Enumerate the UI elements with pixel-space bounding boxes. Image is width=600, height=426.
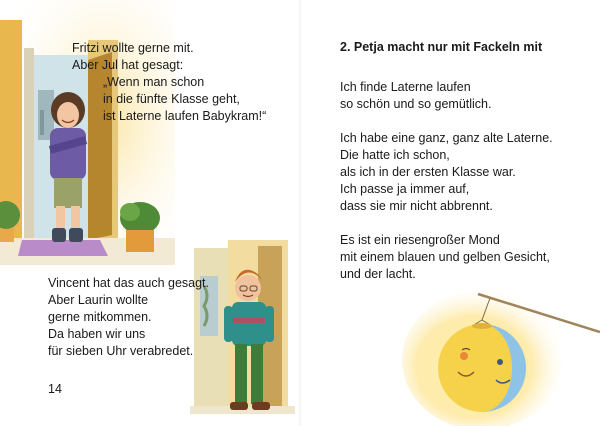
text-line: für sieben Uhr verabredet.	[48, 344, 194, 358]
page-number: 14	[48, 382, 62, 396]
text-line: mit einem blauen und gelben Gesicht,	[340, 250, 550, 264]
text-line: als ich in der ersten Klasse war.	[340, 165, 516, 179]
text-line: Ich habe eine ganz, ganz alte Laterne.	[340, 131, 553, 145]
text-line: so schön und so gemütlich.	[340, 97, 492, 111]
text-line: Ich finde Laterne laufen	[340, 80, 471, 94]
intro-text	[72, 40, 194, 74]
text-line: „Wenn man schon	[103, 75, 205, 89]
text-line: Die hatte ich schon,	[340, 148, 450, 162]
text-line: ist Laterne laufen Babykram!“	[103, 109, 267, 123]
moon-lantern-illustration	[400, 280, 600, 426]
text-line: Aber Laurin wollte	[48, 293, 149, 307]
right-body-text	[340, 79, 553, 283]
text-line: gerne mitkommen.	[48, 310, 152, 324]
chapter-heading: 2. Petja macht nur mit Fackeln mit	[340, 40, 543, 54]
text-line: Aber Jul hat gesagt:	[72, 58, 184, 72]
text-line: Da haben wir uns	[48, 327, 146, 341]
text-line: Es ist ein riesengroßer Mond	[340, 233, 500, 247]
quote-text	[103, 74, 266, 125]
text-line: Fritzi wollte gerne mit.	[72, 41, 194, 55]
text-line: und der lacht.	[340, 267, 416, 281]
text-line: Vincent hat das auch gesagt.	[48, 276, 209, 290]
text-line: Ich passe ja immer auf,	[340, 182, 470, 196]
vincent-text	[48, 275, 209, 360]
text-line: dass sie mir nicht abbrennt.	[340, 199, 493, 213]
text-line: in die fünfte Klasse geht,	[103, 92, 240, 106]
